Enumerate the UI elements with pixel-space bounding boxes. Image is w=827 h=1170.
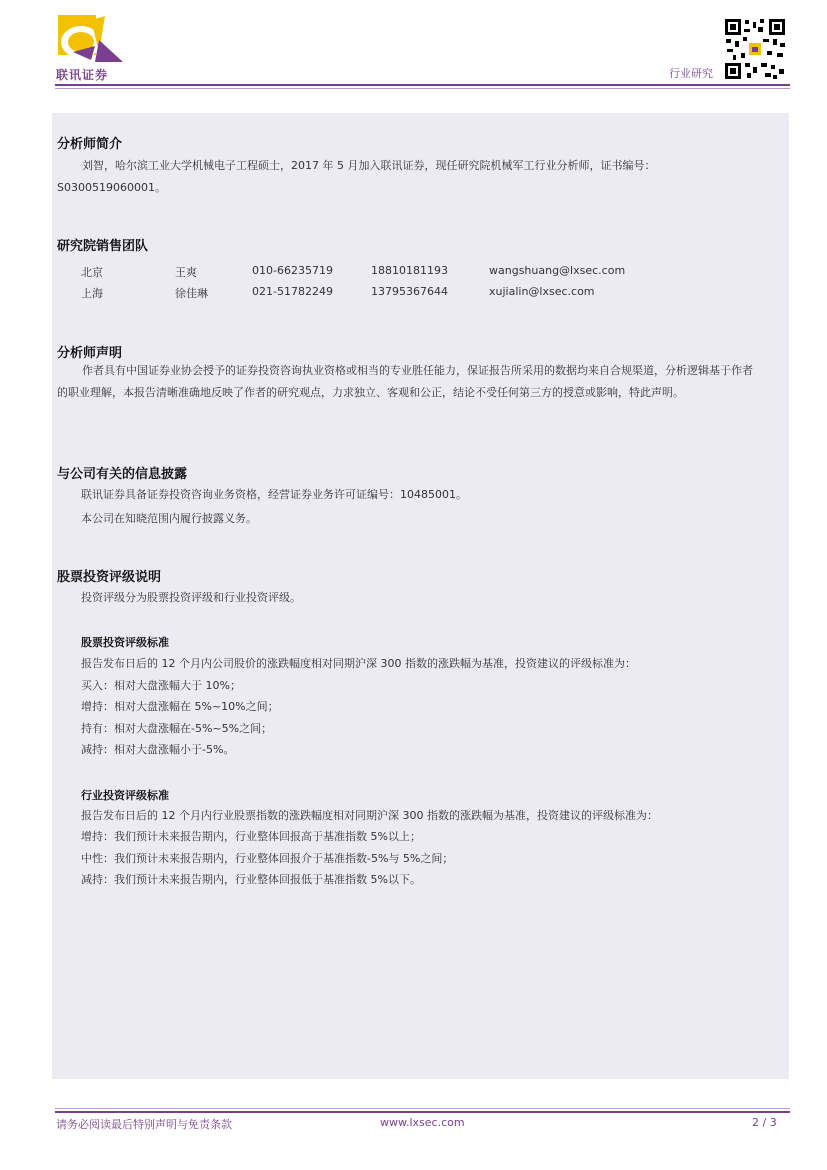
industry-rating-line: 中性：我们预计未来报告期内，行业整体回报介于基准指数-5%与 5%之间；: [81, 852, 454, 865]
team-name: 徐佳琳: [175, 287, 208, 300]
team-email: wangshuang@lxsec.com: [489, 264, 626, 277]
analyst-intro-title: 分析师简介: [57, 137, 123, 152]
stock-rating-line: 持有：相对大盘涨幅在-5%~5%之间；: [81, 722, 273, 735]
page-header: [0, 0, 827, 90]
stock-rating-line: 减持：相对大盘涨幅小于-5%。: [81, 743, 235, 756]
disclosure-line: 本公司在知晓范围内履行披露义务。: [81, 512, 257, 525]
qr-code-icon: [723, 17, 787, 81]
content-panel: [52, 113, 789, 1079]
header-rule: [55, 84, 790, 86]
industry-rating-line: 增持：我们预计未来报告期内，行业整体回报高于基准指数 5%以上；: [81, 830, 421, 843]
footer-rule-thin: [55, 1108, 790, 1109]
disclosure-title: 与公司有关的信息披露: [57, 467, 188, 482]
stock-rating-title: 股票投资评级标准: [81, 636, 169, 649]
team-phone: 021-51782249: [252, 285, 333, 298]
team-mobile: 13795367644: [371, 285, 448, 298]
disclaimer-note: 请务必阅读最后特别声明与免责条款: [56, 1118, 232, 1131]
analyst-statement-text: 作者具有中国证券业协会授予的证券投资咨询执业资格或相当的专业胜任能力，保证报告所采用的数据均来自合规渠道，分析逻辑基于作者的职业理解，本报告清晰准确地反映了作者的研究观点，力求独立、客观和公正，结论不受任何第三方的授意或影响，特此声明。: [57, 364, 753, 399]
report-type: 行业研究: [669, 67, 713, 80]
rating-intro: 投资评级分为股票投资评级和行业投资评级。: [81, 591, 301, 604]
header-rule-thin: [55, 88, 790, 89]
footer-rule: [55, 1111, 790, 1113]
analyst-statement-title: 分析师声明: [57, 346, 123, 361]
industry-rating-line: 减持：我们预计未来报告期内，行业整体回报低于基准指数 5%以下。: [81, 873, 421, 886]
industry-rating-title: 行业投资评级标准: [81, 789, 169, 802]
stock-rating-line: 买入：相对大盘涨幅大于 10%；: [81, 679, 241, 692]
website-link[interactable]: www.lxsec.com: [380, 1116, 465, 1129]
industry-rating-line: 报告发布日后的 12 个月内行业股票指数的涨跌幅度相对同期沪深 300 指数的涨跌幅为基准，投资建议的评级标准为：: [81, 809, 658, 822]
rating-title: 股票投资评级说明: [57, 570, 162, 585]
sales-team-title: 研究院销售团队: [57, 239, 149, 254]
stock-rating-line: 报告发布日后的 12 个月内公司股价的涨跌幅度相对同期沪深 300 指数的涨跌幅为基准，投资建议的评级标准为：: [81, 657, 636, 670]
disclosure-line: 联讯证券具备证券投资咨询业务资格，经营证券业务许可证编号：10485001。: [81, 488, 467, 501]
team-email: xujialin@lxsec.com: [489, 285, 595, 298]
team-mobile: 18810181193: [371, 264, 448, 277]
team-city: 北京: [81, 266, 103, 279]
page-number: 2 / 3: [752, 1116, 777, 1129]
analyst-intro-text: 刘智，哈尔滨工业大学机械电子工程硕士，2017 年 5 月加入联讯证券，现任研究院机械军工行业分析师，证书编号：S0300519060001。: [57, 159, 656, 194]
team-phone: 010-66235719: [252, 264, 333, 277]
stock-rating-line: 增持：相对大盘涨幅在 5%~10%之间；: [81, 700, 279, 713]
team-name: 王爽: [175, 266, 197, 279]
team-city: 上海: [81, 287, 103, 300]
logo-text: 联讯证券: [56, 68, 109, 82]
